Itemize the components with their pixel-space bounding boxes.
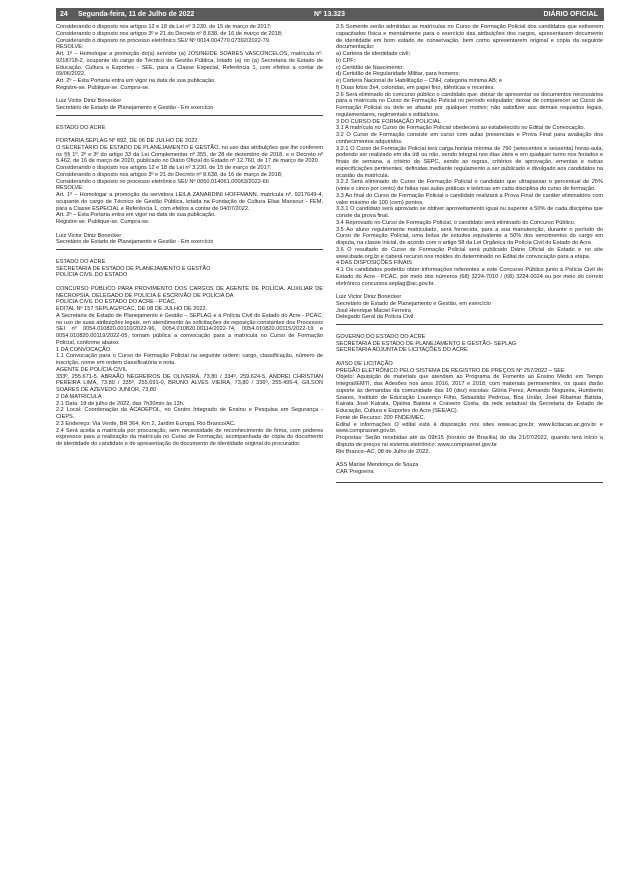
text-paragraph: Secretário de Estado de Planejamento e Gestão, em exercício (336, 300, 491, 307)
text-paragraph: 2.4 Será aceita a matrícula por procuração, sem necessidade de reconhecimento de firma, com poderes expressos para a realização da matrícula no Curso de Formação, acompanhada de cópia do documento de identidade do candidato e de apresentação do documento de identidade original do procurador. (56, 427, 323, 447)
text-paragraph: AVISO DE LICITAÇÃO (336, 360, 393, 367)
text-paragraph: 2 DA MATRÍCULA (56, 393, 102, 400)
text-paragraph: RESOLVE: (56, 44, 84, 51)
text-paragraph: 2.6 Será eliminado do concurso público o candidato que: deixar de apresentar os documentos necessários para a matrícula no Curso de Formação Policial no período estipulado; deixar de comparecer ao Curso de Formação Policial ou dele se afastar por qualquer motivo; não satisfizer aos demais requisitos legais, regulamentares, regimentais e editalícios. (336, 91, 603, 118)
right-column (336, 24, 603, 483)
text-paragraph: Edital e informações O edital está à disposição nos sites www.ac.gov.br, www.licitacao.ac.gov.br e www.comprasnet.gov.br. (336, 421, 603, 435)
text-paragraph: a) Carteira de identidade civil; (336, 51, 410, 57)
text-paragraph: Rio Branco–AC, 08 de Julho de 2022. (336, 448, 430, 455)
text-paragraph: RESOLVE: (56, 185, 84, 192)
column-end-divider (336, 482, 603, 483)
text-paragraph: ESTADO DO ACRE (56, 258, 106, 265)
text-paragraph: Considerando o disposto no processo eletrônico SEI/ Nº 0050.014061.00063/2022-66 (56, 178, 269, 185)
text-paragraph: PREGÃO ELETRÔNICO PELO SISTEMA DE REGISTRO DE PREÇOS Nº 257/2022 – SEE (336, 367, 565, 374)
text-paragraph: Art. 1º – Homologar a promoção do(a) servidor (a) JOSINEIDE SOARES VASCONCELOS, matrícula nº. 9218718-2, ocupante do cargo de Técnico de Gestão Pública, lotado (a) no (a) Secretaria de Estado de Educação, Cultura e Esportes - SEE, para a Classe Especial, Referência 1, com efeitos a contar de 09/06/2022. (56, 51, 323, 78)
text-paragraph: 3.2.2 Será eliminado do Curso de Formação Policial o candidato que ultrapassar o percentual de 25% (vinte e cinco por cento) de faltas nas aulas práticas e teóricas em cada disciplina do curso de formação. (336, 179, 603, 192)
text-paragraph: Art. 1º – Homologar a promoção da servidora LEILA ZANARDINI HOFFMANN, matrícula nº. 9217649-4, ocupante do cargo de Técnico de Gestão Pública, lotada na Fundação de Cultura Elias Mansour - FEM, para a Classe ESPECIAL e Referência 1, com efeitos a contar de 04/07/2022. (56, 192, 323, 212)
text-paragraph: c) Certidão de Nascimento; (336, 64, 404, 71)
text-paragraph: Luiz Victor Diniz Bonecker (56, 98, 122, 105)
left-column (56, 24, 323, 448)
text-paragraph: Registre-se. Publique-se. Cumpra-se. (56, 219, 150, 225)
issue-number: Nº 13.323 (314, 11, 345, 18)
text-paragraph: Considerando o disposto nos artigos 3º e 21 do Decreto nº 8.638, de 16 de março de 2018; (56, 171, 283, 178)
text-paragraph: POLÍCIA CIVIL DO ESTADO DO ACRE - PCAC. (56, 299, 176, 306)
text-paragraph: Considerando o disposto nos artigos 12 e 18 da Lei nº 3.230, de 15 de março de 2017; (56, 165, 272, 171)
spacer (336, 287, 603, 294)
section-divider (56, 115, 323, 116)
text-paragraph: 3.5 Ao aluno regularmente matriculado, será fornecida, para a sua manutenção, durante o período do Curso de Formação Policial, uma bolsa de estudos equivalente a 50% dos vencimentos do cargo em disputa, na classe inicial, de acordo com o artigo 58 da Lei Orgânica da Polícia Civil do Estado do Acre. (336, 226, 603, 246)
text-paragraph: ASS Marise Mendonça de Souza (336, 462, 419, 468)
issue-date: Segunda-feira, 11 de Julho de 2022 (78, 11, 195, 18)
text-paragraph: Considerando o disposto no processo eletrônico SEI/ Nº 0014.004770.07392/2022-79. (56, 37, 271, 44)
spacer (336, 455, 603, 462)
text-paragraph: Secretário de Estado de Planejamento e Gestão - Em exercício (56, 105, 214, 111)
text-paragraph: ESTADO DO ACRE (56, 124, 106, 131)
text-paragraph: AGENTE DE POLÍCIA CIVIL (56, 366, 128, 373)
text-paragraph: 333º, 255.671-5, ABRAÃO NEGREIROS DE OLIVEIRA, 73,80 / 334º, 259.624-5, ANDREI CHRISTIAN PEREIRA LIMA, 73,80 / 335º, 255.691-0, BRUNO ALVES VIEIRA, 73,80 / 336º, 255.495-4, GILSON SOARES DE AZEVEDO JUNIOR, 73,80 (56, 373, 323, 393)
text-paragraph: Secretário de Estado de Planejamento e Gestão - Em exercício (56, 239, 214, 246)
text-paragraph: SECRETARIA DE ESTADO DE PLANEJAMENTO E GESTÃO (56, 265, 211, 272)
text-paragraph: José Henrique Maciel Ferreira (336, 307, 411, 314)
text-paragraph: Fonte de Recurso: 200 FNDE/MEC. (336, 414, 426, 421)
spacer (56, 131, 323, 138)
text-paragraph: SECRETARIA DE ESTADO DE PLANEJAMENTO E GESTÃO- SEPLAG (336, 340, 517, 347)
text-paragraph: 3.1 A matrícula no Curso de Formação Policial obedecerá ao estabelecido no Edital de Convocação. (336, 125, 586, 132)
spacer (56, 226, 323, 233)
text-paragraph: 3.3 Ao final do Curso de Formação Policial o candidato realizará a Prova Final de caráter eliminatório com valor máximo de 100 (cem) pontos. (336, 192, 603, 206)
text-paragraph: EDITAL Nº 157 SEPLAG/PCAC, DE 08 DE JULHO DE 2022. (56, 306, 208, 312)
text-paragraph: O SECRETÁRIO DE ESTADO DE PLANEJAMENTO E GESTÃO, no uso das atribuições que lhe conferem os §§ 1º, 2º e 3º do artigo 33 da Lei Complementar nº 355, de 28 de dezembro de 2018, e o Decreto nº 5.462, de 16 de março de 2020, publicado no Diário Oficial do Estado nº 12.760, de 17 de março de 2020. (56, 144, 323, 165)
text-paragraph: Art. 2º – Esta Portaria entra em vigor na data de sua publicação. (56, 212, 216, 219)
text-paragraph: 4.1 Os candidatos poderão obter informações referentes a este Concurso Público junto à Polícia Civil do Estado do Acre - PCAC, por meio dos números (68) 3224-7010 / (68) 3224-0024 ou por meio do correio eletrônico concursos.seplag@ac.gov.br. (336, 267, 603, 287)
text-paragraph: 3.2.1 O Curso de Formação Policial terá carga horária mínima de 760 (setecentos e sessenta) horas-aula, podendo ser realizado em dia útil ou não, sendo integral nos dias úteis e em qualquer turno nos feriados e finais de semana, a critério da SEPC, sendo as regras, critérios de aprovação, ementas e outras especificações pertinentes, definidas mediante regulamento a ser publicado e divulgado aos candidatos na ocasião da matrícula. (336, 145, 603, 179)
text-paragraph: POLÍCIA CIVIL DO ESTADO (56, 272, 128, 279)
spacer (56, 279, 323, 286)
text-paragraph: 1.1 Convocação para o Curso de Formação Policial na seguinte ordem: cargo, classificação, número de inscrição, nome em ordem classificatória e nota. (56, 353, 323, 366)
text-paragraph: 4 DAS DISPOSIÇÕES FINAIS (336, 260, 412, 267)
spacer (336, 327, 603, 334)
text-paragraph: d) Certidão de Regularidade Militar, para homens; (336, 71, 460, 78)
text-paragraph: Objeto: Aquisição de materiais que atendam ao Programa de Fomento ao Ensino Médio em Tempo Integral/EMTI, das Adesões nos anos 2016, 2017 e 2018, com materiais permanentes, os quais darão suporte às demandas da comunidade das 10 (dez) escolas: Glória Perez, Armando Nogueira, Humberto Soares, Instituto de Educação Lourenço Filho, Sebastião Pedrosa, Boa União, José Ribamar Batista, Kairala José Kairala, Djalma Batista e Craveiro Costa, da rede estadual da Secretaria de Estado de Educação, Cultura e Esportes do Acre (SEE/AC). (336, 374, 603, 414)
text-paragraph: Luiz Victor Diniz Bonecker (336, 294, 402, 300)
text-paragraph: e) Carteira Nacional de Habilitação – CNH, categoria mínima AB; e (336, 78, 503, 84)
text-paragraph: 3.2 O Curso de Formação consiste em curso com aulas presenciais e Prova Final para avaliação dos conhecimentos adquiridos. (336, 132, 603, 145)
text-paragraph: 3 DO CURSO DE FORMAÇÃO POLICIAL (336, 118, 441, 125)
text-paragraph: Registre-se. Publique-se. Cumpra-se. (56, 84, 150, 91)
text-paragraph: Art. 2º – Esta Portaria entra em vigor na data de sua publicação. (56, 78, 216, 84)
spacer (56, 118, 323, 125)
text-paragraph: A Secretaria de Estado de Planejamento e Gestão – SEPLAG e a Polícia Civil do Estado do Acre - PCAC, no uso de suas atribuições legais, em atendimento às solicitações de reposição constantes dos Processos SEI nº 0054.010820.00110/2022-96, 0054.010820.00114/2022-74, 0054.010820.00115/2022-19 e 0054.010820.00119/2022-05, tornam pública a convocação para a matrícula no Curso de Formação Policial, conforme abaixo. (56, 312, 323, 346)
text-paragraph: 1 DA CONVOCAÇÃO (56, 346, 111, 353)
text-paragraph: Luiz Victor Diniz Bonecker (56, 232, 122, 239)
text-paragraph: Considerando o disposto nos artigos 12 e 18 da Lei nº 3.230, de 15 de março de 2017; (56, 24, 272, 30)
page-header (56, 8, 604, 21)
text-paragraph: SECRETARIA ADJUNTA DE LICITAÇÕES DO ACRE (336, 347, 468, 354)
text-paragraph: 3.4 Reprovado no Curso de Formação Policial, o candidato será eliminado do Concurso Público. (336, 219, 576, 226)
text-paragraph: 3.3.1 O candidato será aprovado se obtiver aproveitamento igual ou superior a 50% de cada disciplina que conste da prova final. (336, 206, 603, 219)
spacer (56, 92, 323, 99)
text-paragraph: PORTARIA SEPLAG Nº 892, DE 06 DE JULHO DE 2022 (56, 138, 198, 144)
text-paragraph: 2.3 Endereço: Via Verde, BR 364, Km 2, Jardim Europa, Rio Branco/AC. (56, 420, 236, 427)
text-paragraph: 2.2 Local: Coordenação da ACADEPOL, no Centro Integrado de Ensino e Pesquisa em Segurança - CIEPS. (56, 407, 323, 420)
text-paragraph: Propostas: Serão recebidas até às 09h15 (horário de Brasília) do dia 21/07/2022, quando terá início a disputa de preços no sistema eletrônico: www.comprasnet.gov.br. (336, 435, 603, 448)
page-number: 24 (60, 11, 68, 18)
text-paragraph: b) CPF; (336, 57, 356, 64)
publication-title: DIÁRIO OFICIAL (543, 11, 598, 18)
text-paragraph: f) Duas fotos 3x4, coloridas, em papel fino, idênticas e recentes. (336, 84, 495, 91)
text-paragraph: CAR Pregoeira (336, 468, 374, 475)
text-paragraph: Considerando o disposto nos artigos 3º e 21 do Decreto nº 8.638, de 16 de março de 2018; (56, 30, 283, 37)
spacer (336, 354, 603, 361)
text-paragraph: CONCURSO PÚBLICO PARA PROVIMENTO DOS CARGOS DE AGENTE DE POLÍCIA, AUXILIAR DE NECROPSIA, DELEGADO DE POLÍCIA E ESCRIVÃO DE POLÍCIA DA (56, 285, 323, 299)
text-paragraph: GOVERNO DO ESTADO DO ACRE (336, 333, 426, 340)
spacer (56, 252, 323, 259)
section-divider (336, 324, 603, 325)
text-paragraph: 3.6 O resultado do Curso de Formação Policial será publicado Diário Oficial do Estado e no site www.ibade.org.br e caberá recurso nos moldes do determinado no Edital de convocação para a etapa. (336, 246, 603, 260)
text-paragraph: Delegado Geral da Polícia Civil (336, 314, 414, 321)
text-paragraph: 2.1 Data: 18 de julho de 2022, das 7h30min às 13h. (56, 400, 185, 407)
section-divider (56, 249, 323, 250)
text-paragraph: 2.5 Somente serão admitidas as matrículas no Curso de Formação Policial dos candidatos que estiverem capacitados física e mentalmente para o exercício das atribuições dos cargos, apresentarem documento de identidade em bom estado de conservação, bem como apresentarem original e cópia da seguinte documentação: (336, 24, 603, 51)
